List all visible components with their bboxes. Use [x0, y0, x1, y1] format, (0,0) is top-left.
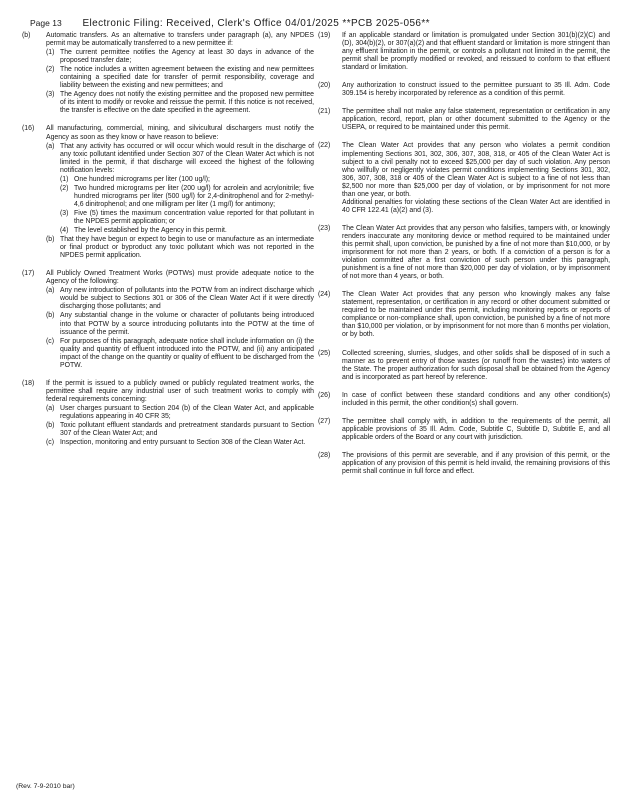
condition-label: (27)	[318, 417, 331, 425]
additional-penalties-text: Additional penalties for violating these sections of the Clean Water Act are identified in 40 CFR 122.41 (a)(2) and (3).	[342, 198, 610, 214]
condition-label: (18)	[22, 379, 35, 387]
sub-condition-text: The Agency does not notify the existing permittee and the proposed new permittee of its intent to modify or revoke and reissue the permit. If this notice is not received, the transfer is effective on the date specified in the agreement.	[60, 91, 314, 115]
notification-level	[60, 210, 314, 226]
condition-26	[318, 392, 610, 408]
condition-label: (20)	[318, 82, 331, 90]
sub-condition	[46, 91, 314, 115]
sub-condition	[46, 49, 314, 65]
condition-label: (b)	[22, 32, 31, 39]
condition-27	[318, 418, 610, 442]
condition-text: The Clean Water Act provides that any person who falsifies, tampers with, or knowingly renders inaccurate any monitoring device or method required to be maintained under this permit shall, upon conviction, be punished by a fine of not more than $10,000, or by imprisonment for not more than 2 years, or both. If a conviction of a person is for a violation committed after a first conviction of such person under this paragraph, punishment is a fine of not more than $20,000 per day of violation, or by imprisonment of not more than 4 years, or both.	[342, 224, 610, 281]
condition-text: All manufacturing, commercial, mining, and silvicultural dischargers must notify the Agency as soon as they know or have reason to believe:	[46, 125, 314, 141]
condition-label: (19)	[318, 32, 331, 39]
sub-condition-label: (c)	[46, 439, 55, 447]
notification-level	[60, 185, 314, 209]
condition-label: (22)	[318, 142, 331, 150]
condition-label: (17)	[22, 270, 35, 278]
condition-16	[22, 125, 314, 260]
condition-label: (28)	[318, 451, 331, 459]
sub-condition	[46, 312, 314, 336]
sub-condition-text: Any substantial change in the volume or character of pollutants being introduced into that POTW by a source introducing pollutants into the POTW at the time of issuance of the permit.	[60, 312, 314, 336]
sub-condition-text: User charges pursuant to Section 204 (b) of the Clean Water Act, and applicable regulations appearing in 40 CFR 35;	[60, 404, 314, 420]
condition-19	[318, 32, 610, 72]
notification-level	[60, 227, 314, 235]
sub-condition	[46, 405, 314, 421]
notification-level-label: (3)	[60, 209, 69, 217]
condition-text: The Clean Water Act provides that any person who knowingly makes any false statement, representation, or certification in any record or other document submitted or required to be maintained under this permit, including monitoring reports or reports of compliance or non-compliance shall, upon conviction, be punished by a fine of not more than $10,000 per violation, or by imprisonment for not more than 6 months per violation, or by both.	[342, 291, 610, 339]
condition-17	[22, 270, 314, 370]
condition-label: (25)	[318, 349, 331, 357]
condition-25	[318, 350, 610, 382]
sub-condition-text: Inspection, monitoring and entry pursuant to Section 308 of the Clean Water Act.	[60, 439, 306, 447]
notification-level-text: The level established by the Agency in this permit.	[74, 227, 227, 235]
condition-text: Automatic transfers. As an alternative to transfers under paragraph (a), any NPDES permit may be automatically transferred to a new permittee if:	[46, 32, 314, 48]
condition-text: If the permit is issued to a publicly owned or publicly regulated treatment works, the permittee shall require any industrial user of such treatment works to comply with federal requirements concerning:	[46, 379, 314, 403]
condition-text: Collected screening, slurries, sludges, and other solids shall be disposed of in such a manner as to prevent entry of those wastes (or runoff from the wastes) into waters of the State. The proper authorization for such disposal shall be obtained from the Agency and is incorporated as part hereof by reference.	[342, 349, 610, 381]
sub-condition	[46, 236, 314, 260]
condition-text: The Clean Water Act provides that any person who violates a permit condition implementing Sections 301, 302, 306, 307, 308, 318, or 405 of the Clean Water Act is subject to a civil penalty not to exceed $25,000 per day of such violation. Any person who willfully or negligently violates permit conditions implementing Sections 301, 302, 306, 307, 308, 318 or 405 of the Clean Water Act is subject to a fine of not less than $2,500 nor more than $25,000 per day of violation, or by imprisonment for not more than one year, or both.	[342, 142, 610, 198]
sub-condition	[46, 439, 314, 447]
notification-level-label: (4)	[60, 227, 69, 235]
notification-level-label: (2)	[60, 184, 69, 192]
condition-text: The permittee shall not make any false statement, representation or certification in any application, record, report, plan or other document submitted to the Agency or the USEPA, or required to be maintained under this permit.	[342, 108, 610, 132]
notification-level	[60, 176, 314, 184]
revision-note: (Rev. 7-9-2010 bar)	[16, 783, 75, 790]
sub-condition-label: (b)	[46, 422, 55, 430]
page-header	[30, 17, 610, 30]
sub-condition-text: The current permittee notifies the Agency at least 30 days in advance of the proposed transfer date;	[60, 49, 314, 65]
condition-label: (23)	[318, 224, 331, 232]
sub-condition-label: (a)	[46, 404, 55, 412]
sub-condition-text: That they have begun or expect to begin to use or manufacture as an intermediate or final product or byproduct any toxic pollutant which was not reported in the NPDES permit application.	[60, 236, 314, 260]
sub-condition-text: The notice includes a written agreement between the existing and new permittees containing a specified date for transfer of permit responsibility, coverage and liability between the existing and new permittees; and	[60, 66, 314, 90]
condition-15b	[22, 32, 314, 115]
sub-condition-label: (c)	[46, 337, 55, 345]
condition-text: Any authorization to construct issued to the permittee pursuant to 35 Ill. Adm. Code 309.154 is hereby incorporated by reference as a condition of this permit.	[342, 82, 610, 98]
condition-label: (24)	[318, 291, 331, 299]
notification-level-label: (1)	[60, 175, 69, 183]
sub-condition-label: (1)	[46, 49, 55, 57]
condition-text: The provisions of this permit are severable, and if any provision of this permit, or the application of any provision of this permit is held invalid, the remaining provisions of this permit shall continue in full force and effect.	[342, 451, 610, 476]
sub-condition-text: Any new introduction of pollutants into the POTW from an indirect discharge which would be subject to Sections 301 or 306 of the Clean Water Act if it were directly discharging those pollutants; and	[60, 287, 314, 311]
left-column	[22, 32, 314, 447]
sub-condition-text: Toxic pollutant effluent standards and pretreatment standards pursuant to Section 307 of the Clean Water Act; and	[60, 422, 314, 438]
condition-text: If an applicable standard or limitation is promulgated under Section 301(b)(2)(C) and (D), 304(b)(2), or 307(a)(2) and that effluent standard or limitation is more stringent than any effluent limitation in the permit, or controls a pollutant not limited in the permit, the permit shall be promptly modified or revoked, and reissued to conform to that effluent standard or limitation.	[342, 32, 610, 72]
condition-28	[318, 452, 610, 476]
sub-condition	[46, 143, 314, 236]
sub-condition-label: (3)	[46, 91, 55, 99]
sub-condition	[46, 287, 314, 311]
sub-condition	[46, 66, 314, 90]
condition-20	[318, 82, 610, 98]
condition-21	[318, 108, 610, 132]
sub-condition-label: (a)	[46, 287, 55, 295]
sub-condition-text: That any activity has occurred or will occur which would result in the discharge of any toxic pollutant identified under Section 307 of the Clean Water Act which is not limited in the permit, if that discharge will exceed the highest of the following notification levels:	[60, 142, 314, 174]
filing-stamp: Electronic Filing: Received, Clerk's Office 04/01/2025 **PCB 2025-056**	[82, 18, 430, 29]
sub-condition-label: (2)	[46, 66, 55, 74]
condition-label: (16)	[22, 125, 35, 133]
condition-label: (21)	[318, 108, 331, 116]
condition-label: (26)	[318, 391, 331, 399]
sub-condition-text: For purposes of this paragraph, adequate notice shall include information on (i) the quality and quantity of effluent introduced into the POTW, and (ii) any anticipated impact of the change on the quantity or quality of effluent to be discharged from the POTW.	[60, 337, 314, 369]
sub-condition	[46, 338, 314, 370]
condition-24	[318, 291, 610, 339]
condition-text: In case of conflict between these standard conditions and any other condition(s) included in this permit, the other condition(s) shall govern.	[342, 391, 610, 407]
condition-text: All Publicly Owned Treatment Works (POTWs) must provide adequate notice to the Agency of the following:	[46, 270, 314, 286]
page-number: Page 13	[30, 18, 62, 28]
condition-23	[318, 225, 610, 281]
sub-condition-label: (a)	[46, 142, 55, 150]
right-column	[318, 32, 610, 476]
sub-condition	[46, 422, 314, 438]
condition-text: The permittee shall comply with, in addition to the requirements of the permit, all applicable provisions of 35 Ill. Adm. Code, Subtitle C, Subtitle D, Subtitle E, and all applicable orders of the Board or any court with jurisdiction.	[342, 417, 610, 441]
sub-condition-label: (b)	[46, 312, 55, 320]
notification-level-text: One hundred micrograms per liter (100 ug/l);	[74, 175, 210, 183]
sub-condition-label: (b)	[46, 236, 55, 244]
notification-level-text: Five (5) times the maximum concentration value reported for that pollutant in the NPDES permit application; or	[74, 209, 314, 225]
condition-18	[22, 380, 314, 447]
condition-22	[318, 142, 610, 214]
notification-level-text: Two hundred micrograms per liter (200 ug/l) for acrolein and acrylonitrile; five hundred micrograms per liter (500 ug/l) for 2,4-dinitrophenol and for 2-methyl-4,6 dinitrophenol; and one milligram per liter (1 mg/l) for antimony;	[74, 184, 314, 208]
